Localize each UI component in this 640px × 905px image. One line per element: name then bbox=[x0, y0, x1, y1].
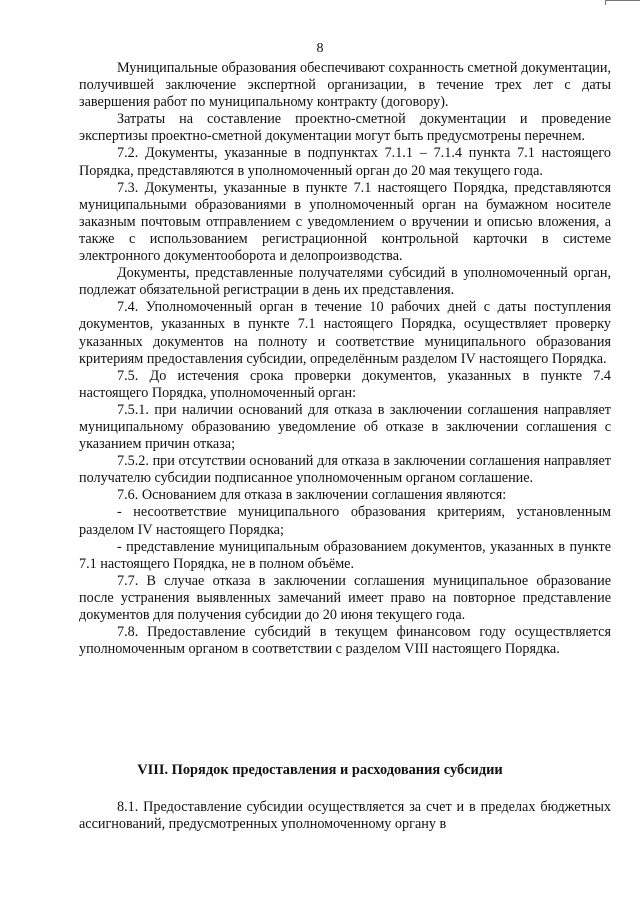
paragraph: 7.5.2. при отсутствии оснований для отказа в заключении соглашения направляет получателю субсидии подписанное уполномоченным органом соглашение. bbox=[79, 453, 611, 487]
paragraph: 7.8. Предоставление субсидий в текущем финансовом году осуществляется уполномоченным органом в соответствии с разделом VIII настоящего Порядка. bbox=[79, 624, 611, 658]
paragraph: - несоответствие муниципального образования критериям, установленным разделом IV настоящего Порядка; bbox=[79, 504, 611, 538]
paragraph: Муниципальные образования обеспечивают сохранность сметной документации, получившей заключение экспертной организации, в течение трех лет с даты завершения работ по муниципальному контракту (договору). bbox=[79, 60, 611, 111]
paragraph: 7.5.1. при наличии оснований для отказа в заключении соглашения направляет муниципальному образованию уведомление об отказе в заключении соглашения с указанием причин отказа; bbox=[79, 401, 611, 453]
paragraph: - представление муниципальным образованием документов, указанных в пункте 7.1 настоящего Порядка, не в полном объёме. bbox=[79, 538, 611, 572]
paragraph: 7.7. В случае отказа в заключении соглашения муниципальное образование после устранения выявленных замечаний имеет право на повторное представление документов для получения субсидии до 20 июня текущего года. bbox=[79, 572, 611, 623]
paragraph: 8.1. Предоставление субсидии осуществляется за счет и в пределах бюджетных ассигнований, предусмотренных уполномоченному органу в bbox=[79, 799, 611, 833]
paragraph: 7.3. Документы, указанные в пункте 7.1 настоящего Порядка, представляются муниципальными образованиями в уполномоченный орган на бумажном носителе заказным почтовым отправлением с уведомлением о вручении и описью вложения, а также с использованием регистрационной контрольной карточки в системе электронного документооборота и делопроизводства. bbox=[79, 179, 611, 265]
paragraph: 7.4. Уполномоченный орган в течение 10 рабочих дней с даты поступления документов, указанных в пункте 7.1 настоящего Порядка, осуществляет проверку указанных документов на полноту и соответствие муниципального образования критериям предоставления субсидии, определённым разделом IV настоящего Порядка. bbox=[79, 299, 611, 367]
paragraph: Документы, представленные получателями субсидий в уполномоченный орган, подлежат обязательной регистрации в день их представления. bbox=[79, 265, 611, 299]
scan-corner-mark bbox=[605, 0, 640, 5]
section-body-text bbox=[79, 799, 611, 833]
paragraph: 7.6. Основанием для отказа в заключении соглашения являются: bbox=[117, 487, 507, 504]
body-text bbox=[79, 60, 611, 658]
page-number: 8 bbox=[316, 41, 324, 56]
paragraph: 7.5. До истечения срока проверки документов, указанных в пункте 7.4 настоящего Порядка, уполномоченный орган: bbox=[79, 367, 611, 401]
paragraph: 7.2. Документы, указанные в подпунктах 7.1.1 – 7.1.4 пункта 7.1 настоящего Порядка, представляются в уполномоченный орган до 20 мая текущего года. bbox=[79, 145, 611, 179]
section-heading: VIII. Порядок предоставления и расходования субсидии bbox=[137, 762, 503, 778]
paragraph: Затраты на составление проектно-сметной документации и проведение экспертизы проектно-сметной документации могут быть предусмотрены перечнем. bbox=[79, 111, 611, 145]
